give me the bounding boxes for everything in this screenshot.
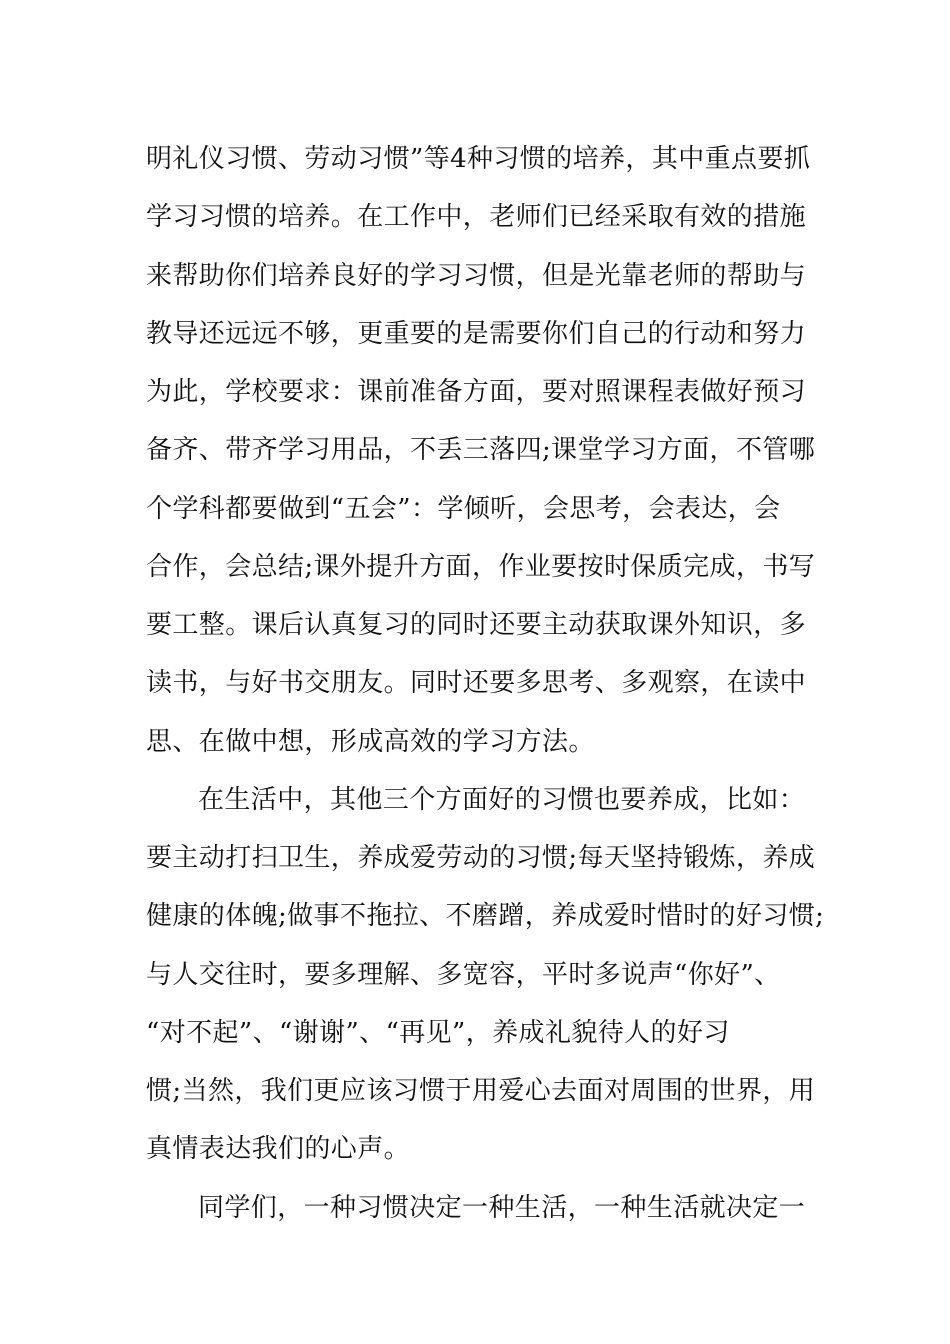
text-line: 惯;当然，我们更应该习惯于用爱心去面对周围的世界，用 xyxy=(146,1076,816,1106)
paragraph-start-line: 同学们，一种习惯决定一种生活，一种生活就决定一 xyxy=(198,1192,806,1223)
text-line: 要工整。课后认真复习的同时还要主动获取课外知识，多 xyxy=(146,610,807,640)
paragraph-start-line: 在生活中，其他三个方面好的习惯也要养成，比如： xyxy=(198,784,806,815)
text-line: 学习习惯的培养。在工作中，老师们已经采取有效的措施 xyxy=(146,202,807,233)
text-line: 要主动打扫卫生，养成爱劳动的习惯;每天坚持锻炼，养成 xyxy=(146,843,816,873)
text-line: 明礼仪习惯、劳动习惯”等4种习惯的培养，其中重点要抓 xyxy=(146,144,811,174)
document-body xyxy=(146,130,826,1237)
text-line: 教导还远远不够，更重要的是需要你们自己的行动和努力 xyxy=(146,318,807,349)
text-line: “对不起”、“谢谢”、“再见”，养成礼貌待人的好习 xyxy=(146,1017,730,1048)
text-line: 读书，与好书交朋友。同时还要多思考、多观察，在读中 xyxy=(146,668,807,699)
text-line: 合作，会总结;课外提升方面，作业要按时保质完成，书写 xyxy=(146,551,816,582)
text-line: 为此，学校要求：课前准备方面，要对照课程表做好预习 xyxy=(146,377,807,407)
text-line: 个学科都要做到“五会”：学倾听，会思考，会表达，会 xyxy=(146,493,781,524)
text-line: 来帮助你们培养良好的学习习惯，但是光靠老师的帮助与 xyxy=(146,260,807,291)
text-line: 真情表达我们的心声。 xyxy=(146,1134,411,1165)
text-line: 思、在做中想，形成高效的学习方法。 xyxy=(146,726,595,757)
text-line: 健康的体魄;做事不拖拉、不磨蹭，养成爱时惜时的好习惯; xyxy=(146,901,825,932)
text-line: 备齐、带齐学习用品，不丢三落四;课堂学习方面，不管哪 xyxy=(146,435,816,466)
text-line: 与人交往时，要多理解、多宽容，平时多说声“你好”、 xyxy=(146,959,781,990)
